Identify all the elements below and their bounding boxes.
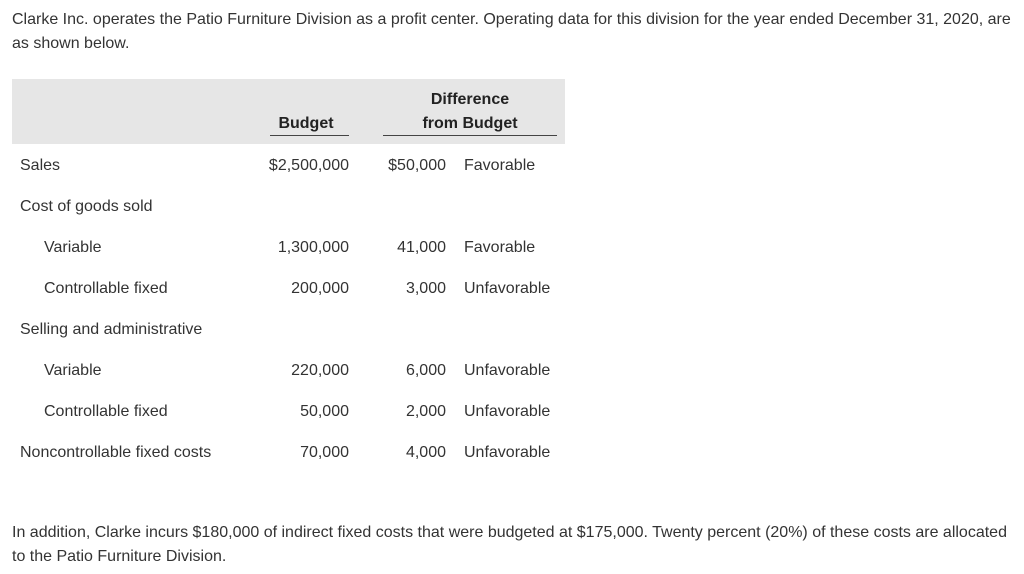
- header-difference-line1: Difference: [430, 91, 510, 108]
- row-difference: 4,000: [405, 444, 446, 461]
- row-budget: 200,000: [291, 280, 349, 297]
- row-label: Variable: [44, 239, 102, 256]
- row-budget: 50,000: [300, 403, 349, 420]
- header-difference-underline: [383, 135, 557, 136]
- intro-paragraph: Clarke Inc. operates the Patio Furniture Division as a profit center. Operating data for this division for the year ended December 31, 2020, are as shown below.: [12, 11, 1011, 52]
- row-label: Sales: [20, 157, 61, 174]
- row-status: Unfavorable: [464, 362, 551, 379]
- row-difference: $50,000: [388, 157, 446, 174]
- row-label: Controllable fixed: [44, 280, 168, 297]
- row-budget: 1,300,000: [277, 239, 349, 256]
- row-budget: 70,000: [300, 444, 349, 461]
- table-row: [0, 195, 1024, 219]
- table-row: [0, 400, 1024, 424]
- table-row: [0, 318, 1024, 342]
- row-budget: $2,500,000: [268, 157, 349, 174]
- table-row: [0, 359, 1024, 383]
- row-label: Selling and administrative: [20, 321, 203, 338]
- row-label: Noncontrollable fixed costs: [20, 444, 212, 461]
- row-difference: 3,000: [405, 280, 446, 297]
- row-label: Variable: [44, 362, 102, 379]
- header-difference-line2: from Budget: [422, 115, 518, 132]
- footer-paragraph: In addition, Clarke incurs $180,000 of indirect fixed costs that were budgeted at $175,000. Twenty percent (20%) of these costs are allocated to the Patio Furniture Division.: [12, 524, 1007, 565]
- row-status: Unfavorable: [464, 403, 551, 420]
- row-status: Favorable: [464, 239, 536, 256]
- header-budget-underline: [270, 135, 349, 136]
- table-row: [0, 277, 1024, 301]
- table-row: [0, 441, 1024, 465]
- row-status: Unfavorable: [464, 280, 551, 297]
- table-row: [0, 236, 1024, 260]
- table-row: [0, 154, 1024, 178]
- row-label: Controllable fixed: [44, 403, 168, 420]
- row-status: Favorable: [464, 157, 536, 174]
- row-label: Cost of goods sold: [20, 198, 153, 215]
- row-difference: 41,000: [397, 239, 446, 256]
- row-difference: 2,000: [405, 403, 446, 420]
- row-budget: 220,000: [291, 362, 349, 379]
- row-status: Unfavorable: [464, 444, 551, 461]
- header-budget: Budget: [278, 115, 334, 132]
- row-difference: 6,000: [405, 362, 446, 379]
- header-difference: [383, 88, 557, 136]
